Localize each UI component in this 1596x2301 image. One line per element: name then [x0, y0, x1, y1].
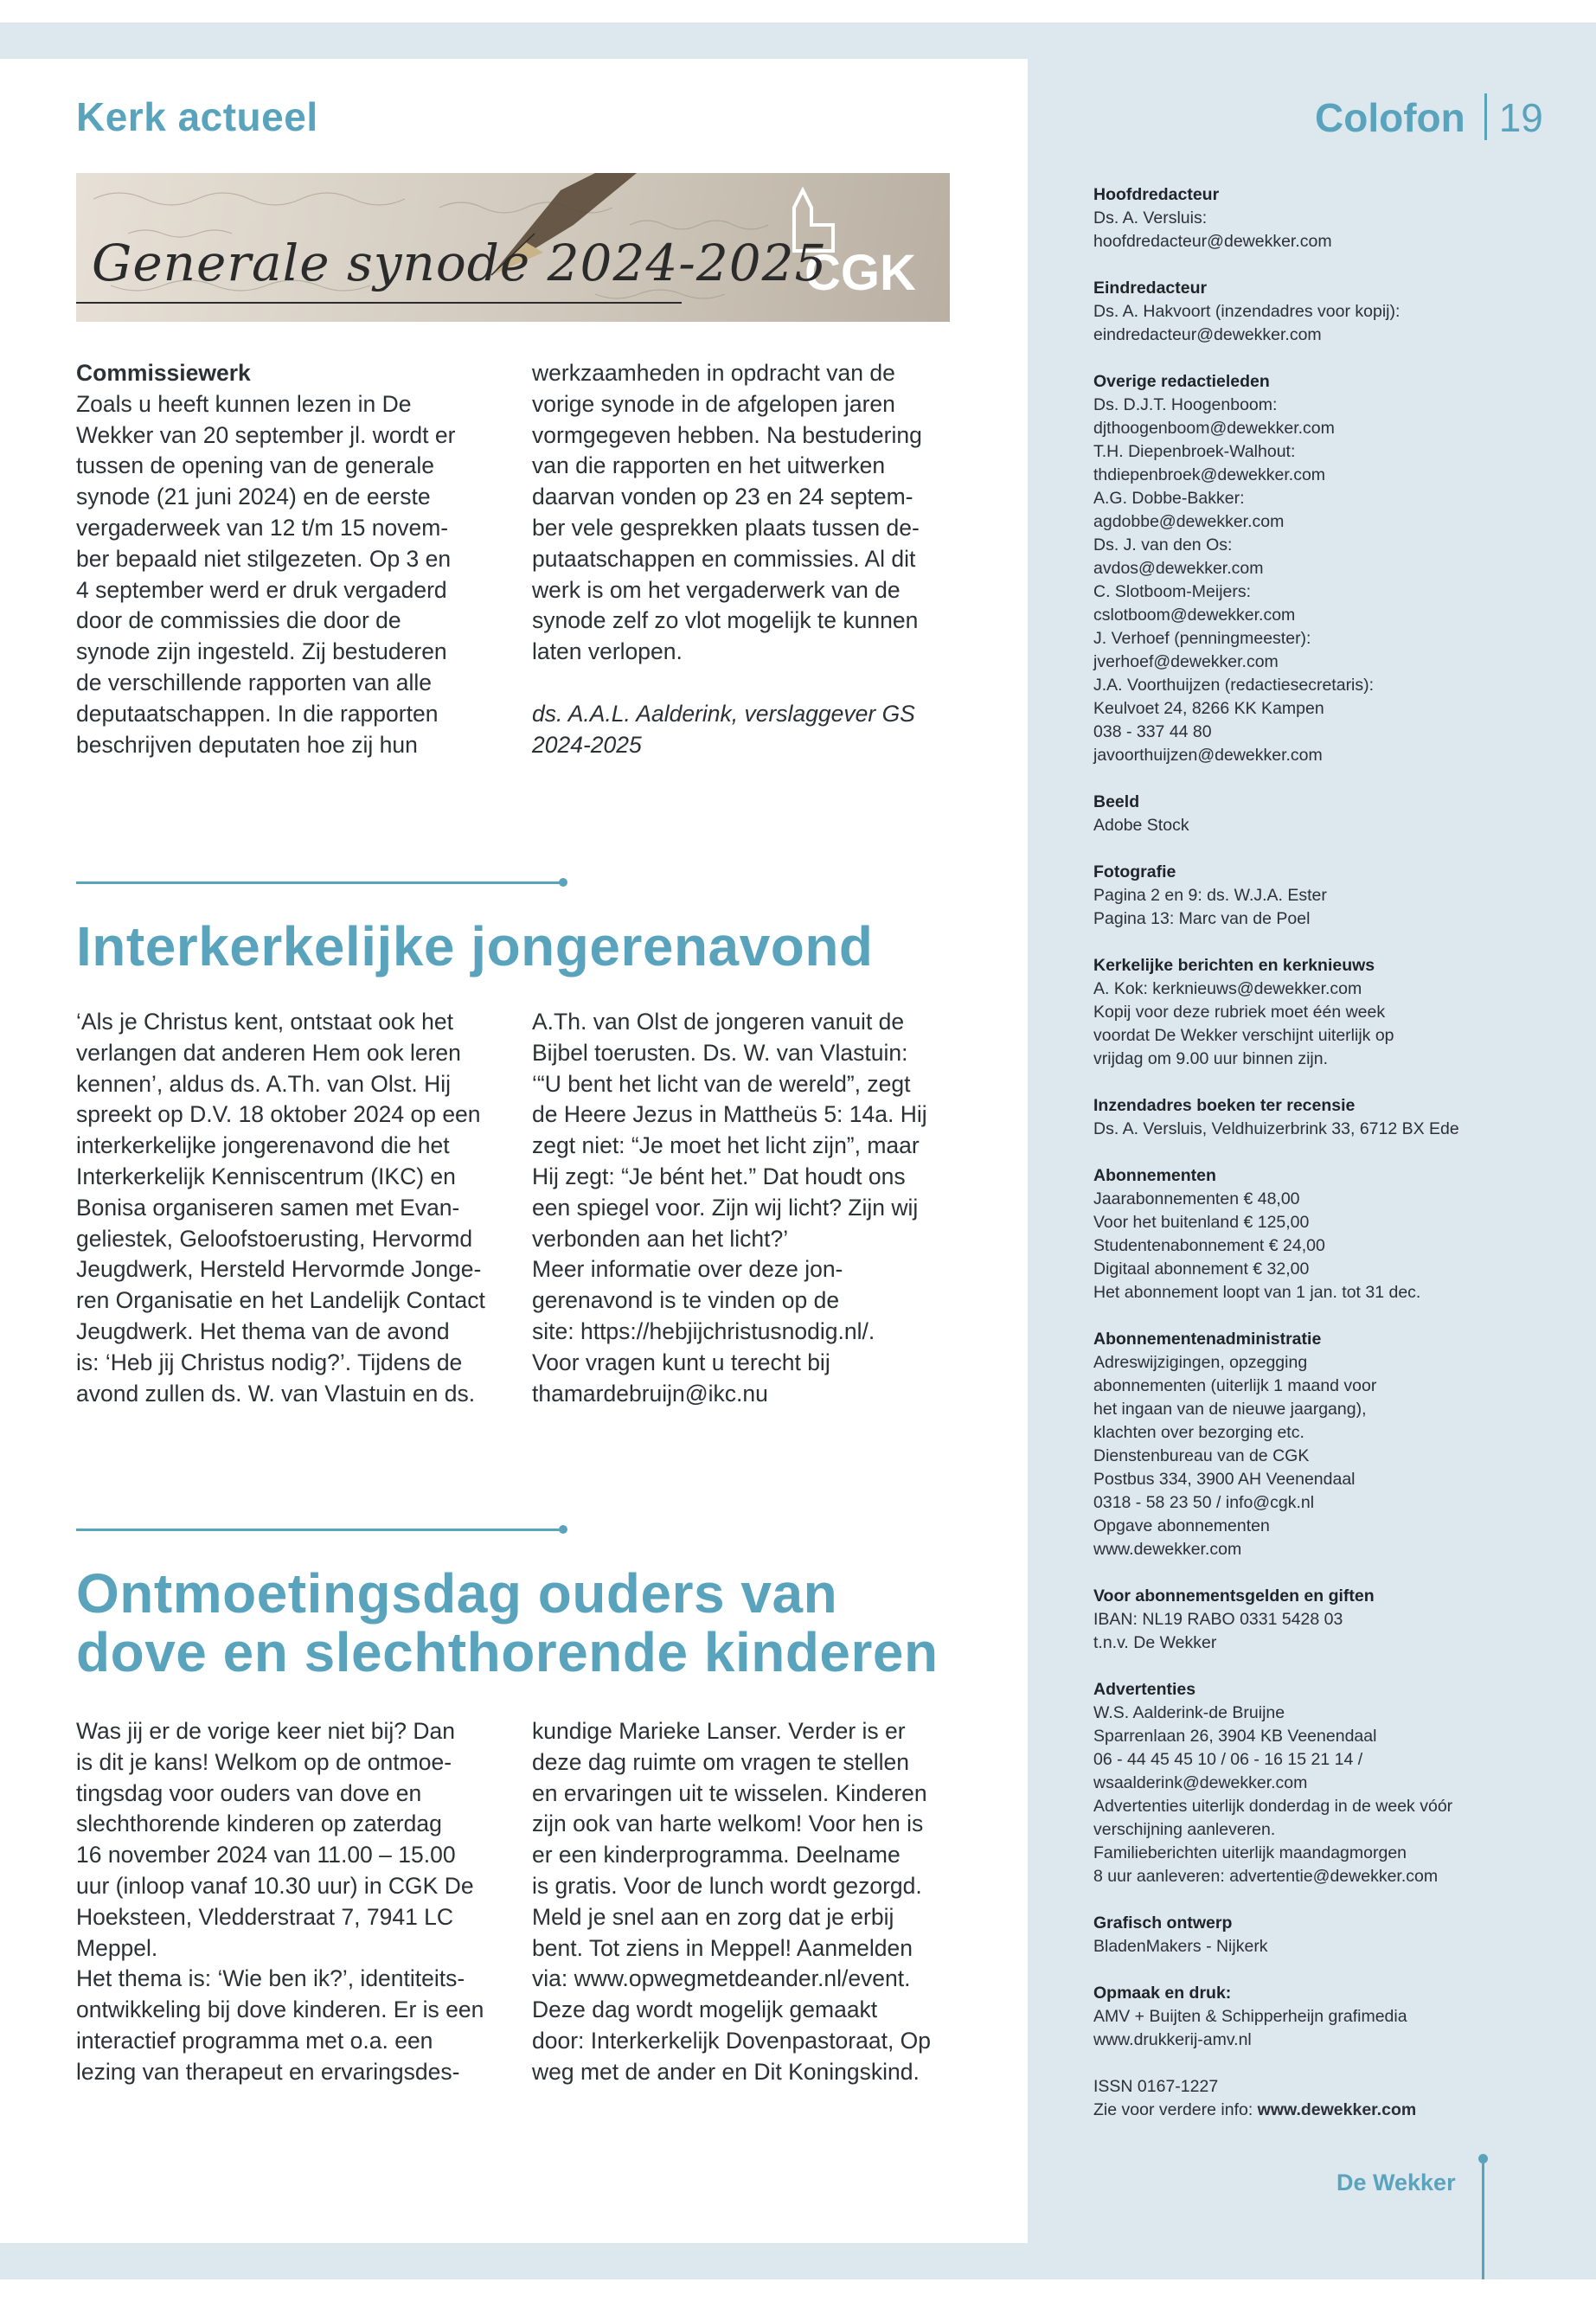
- colofon-line: Advertenties uiterlijk donderdag in de week vóór: [1093, 1797, 1453, 1816]
- text-line: kundige Marieke Lanser. Verder is er: [532, 1718, 906, 1744]
- text-line: Hoeksteen, Vledderstraat 7, 7941 LC: [76, 1903, 454, 1930]
- text-line: is: ‘Heb jij Christus nodig?’. Tijdens de: [76, 1349, 463, 1375]
- text-line: gerenavond is te vinden op de: [532, 1287, 840, 1314]
- colofon-section-title: Overige redactieleden: [1093, 372, 1270, 391]
- spacer: [532, 668, 982, 699]
- colofon-line: het ingaan van de nieuwe jaargang),: [1093, 1400, 1367, 1419]
- text-line: site: https://hebjijchristusnodig.nl/.: [532, 1317, 875, 1344]
- article3-heading: [76, 1564, 939, 1682]
- colofon-line: 0318 - 58 23 50 / info@cgk.nl: [1093, 1493, 1315, 1512]
- text-line: bent. Tot ziens in Meppel! Aanmelden: [532, 1934, 913, 1961]
- header-divider: [1484, 93, 1487, 140]
- text-line: Bonisa organiseren samen met Evan-: [76, 1194, 460, 1221]
- text-line: uur (inloop vanaf 10.30 uur) in CGK De: [76, 1872, 474, 1899]
- colofon-section: [1093, 1585, 1543, 1655]
- text-line: Zoals u heeft kunnen lezen in De: [76, 390, 412, 417]
- article3-heading-line: Ontmoetingsdag ouders van: [76, 1562, 838, 1625]
- text-line: Hij zegt: “Je bént het.” Dat houdt ons: [532, 1163, 906, 1189]
- colofon-line: Studentenabonnement € 24,00: [1093, 1236, 1325, 1255]
- colofon-section: [1093, 791, 1543, 837]
- text-line: thamardebruijn@ikc.nu: [532, 1380, 768, 1407]
- colofon-section: [1093, 1164, 1543, 1304]
- text-line: werk is om het vergaderwerk van de: [532, 576, 901, 603]
- colofon-line: thdiepenbroek@dewekker.com: [1093, 465, 1326, 484]
- text-line: verbonden aan het licht?’: [532, 1225, 789, 1252]
- colofon-line: Het abonnement loopt van 1 jan. tot 31 dec.: [1093, 1283, 1421, 1302]
- colofon-line: Familieberichten uiterlijk maandagmorgen: [1093, 1843, 1407, 1862]
- text-line: vorige synode in de afgelopen jaren: [532, 390, 895, 417]
- colofon-line: J. Verhoef (penningmeester):: [1093, 629, 1311, 648]
- text-line: ber bepaald niet stilgezeten. Op 3 en: [76, 545, 452, 572]
- text-line: zegt niet: “Je moet het licht zijn”, maar: [532, 1132, 920, 1159]
- text-line: door de commissies die door de: [76, 607, 401, 634]
- text-line: 4 september werd er druk vergaderd: [76, 576, 447, 603]
- text-line: Voor vragen kunt u terecht bij: [532, 1349, 830, 1375]
- colofon-line: Adreswijzigingen, opzegging: [1093, 1353, 1308, 1372]
- article1-signature: ds. A.A.L. Aalderink, verslaggever GS: [532, 700, 915, 727]
- website-link[interactable]: www.dewekker.com: [1257, 2100, 1417, 2119]
- text-line: via: www.opwegmetdeander.nl/event.: [532, 1965, 911, 1992]
- article3-heading-line: dove en slechthorende kinderen: [76, 1621, 939, 1683]
- more-info-prefix: Zie voor verdere info:: [1093, 2100, 1258, 2119]
- colofon-line: t.n.v. De Wekker: [1093, 1633, 1217, 1652]
- colofon-line: verschijning aanleveren.: [1093, 1820, 1276, 1839]
- article1-subheading: Commissiewerk: [76, 360, 251, 386]
- footer-brand: De Wekker: [1336, 2170, 1456, 2195]
- text-line: slechthorende kinderen op zaterdag: [76, 1811, 442, 1837]
- synode-banner: [76, 173, 950, 322]
- article2-column-right: [532, 1007, 982, 1409]
- colofon-title: Colofon: [1315, 95, 1465, 140]
- text-line: geliestek, Geloofstoerusting, Hervormd: [76, 1225, 473, 1252]
- text-line: Deze dag wordt mogelijk gemaakt: [532, 1997, 878, 2023]
- text-line: Meld je snel aan en zorg dat je erbij: [532, 1903, 894, 1930]
- colofon-line: A. Kok: kerknieuws@dewekker.com: [1093, 979, 1362, 998]
- text-line: daarvan vonden op 23 en 24 septem-: [532, 484, 913, 510]
- colofon-section: [1093, 277, 1543, 347]
- top-margin: [0, 0, 1596, 22]
- text-line: synode (21 juni 2024) en de eerste: [76, 484, 431, 510]
- colofon-line: W.S. Aalderink-de Bruijne: [1093, 1703, 1285, 1722]
- colofon-section: [1093, 1982, 1543, 2052]
- colofon-line: Ds. A. Versluis, Veldhuizerbrink 33, 6712 BX Ede: [1093, 1119, 1459, 1138]
- article2-heading: Interkerkelijke jongerenavond: [76, 915, 874, 977]
- colofon-section-title: Grafisch ontwerp: [1093, 1913, 1233, 1932]
- text-line: putaatschappen en commissies. Al dit: [532, 545, 916, 572]
- text-line: beschrijven deputaten hoe zij hun: [76, 731, 418, 758]
- colofon-section: [1093, 183, 1543, 253]
- colofon-line: AMV + Buijten & Schipperheijn grafimedia: [1093, 2007, 1407, 2026]
- text-line: vergaderweek van 12 t/m 15 novem-: [76, 514, 449, 541]
- colofon-section-title: Abonnementen: [1093, 1166, 1216, 1185]
- colofon-line: cslotboom@dewekker.com: [1093, 606, 1296, 625]
- colofon-section: [1093, 861, 1543, 931]
- colofon-line: Ds. A. Versluis:: [1093, 208, 1208, 228]
- text-line: is gratis. Voor de lunch wordt gezorgd.: [532, 1872, 922, 1899]
- bottom-margin: [0, 2279, 1596, 2301]
- colofon-line: Ds. J. van den Os:: [1093, 535, 1233, 554]
- text-line: van die rapporten en het uitwerken: [532, 452, 886, 479]
- banner-title: Generale synode 2024-2025: [92, 234, 828, 292]
- text-line: en ervaringen uit te wisselen. Kinderen: [532, 1779, 927, 1806]
- colofon-section: [1093, 1094, 1543, 1141]
- text-line: vormgegeven hebben. Na bestudering: [532, 421, 922, 448]
- colofon-line: www.dewekker.com: [1093, 1540, 1242, 1559]
- colofon-line: jverhoef@dewekker.com: [1093, 652, 1279, 671]
- article2-column-left: [76, 1007, 526, 1409]
- text-line: synode zijn ingesteld. Zij bestuderen: [76, 638, 447, 665]
- cgk-logo-text: CGK: [804, 245, 916, 301]
- text-line: werkzaamheden in opdracht van de: [532, 360, 895, 386]
- text-line: lezing van therapeut en ervaringsdes-: [76, 2058, 460, 2085]
- text-line: de Heere Jezus in Mattheüs 5: 14a. Hij: [532, 1101, 927, 1128]
- colofon-line: J.A. Voorthuijzen (redactiesecretaris):: [1093, 676, 1375, 695]
- colofon-line: javoorthuijzen@dewekker.com: [1093, 746, 1323, 765]
- colofon-section: [1093, 1328, 1543, 1561]
- text-line: Meer informatie over deze jon-: [532, 1256, 843, 1283]
- text-line: Was jij er de vorige keer niet bij? Dan: [76, 1718, 455, 1744]
- colofon-section: [1093, 370, 1543, 767]
- article1-column-right: [532, 358, 982, 760]
- text-line: 16 november 2024 van 11.00 – 15.00: [76, 1842, 456, 1868]
- colofon-line: djthoogenboom@dewekker.com: [1093, 419, 1335, 438]
- colofon-list: [1093, 183, 1543, 2122]
- colofon-line: abonnementen (uiterlijk 1 maand voor: [1093, 1376, 1377, 1395]
- text-line: Jeugdwerk. Het thema van de avond: [76, 1317, 450, 1344]
- colofon-line: hoofdredacteur@dewekker.com: [1093, 232, 1332, 251]
- colofon-line: BladenMakers - Nijkerk: [1093, 1937, 1268, 1956]
- text-line: deputaatschappen. In die rapporten: [76, 700, 439, 727]
- colofon-section-title: Voor abonnementsgelden en giften: [1093, 1586, 1375, 1606]
- text-line: ren Organisatie en het Landelijk Contact: [76, 1287, 485, 1314]
- text-line: interactief programma met o.a. een: [76, 2027, 433, 2054]
- colofon-line: voordat De Wekker verschijnt uiterlijk op: [1093, 1026, 1394, 1045]
- colofon-line: Postbus 334, 3900 AH Veenendaal: [1093, 1470, 1356, 1489]
- colofon-line: Voor het buitenland € 125,00: [1093, 1213, 1310, 1232]
- colofon-line: IBAN: NL19 RABO 0331 5428 03: [1093, 1610, 1343, 1629]
- colofon-line: C. Slotboom-Meijers:: [1093, 582, 1252, 601]
- text-line: is dit je kans! Welkom op de ontmoe-: [76, 1748, 452, 1775]
- colofon-line: wsaalderink@dewekker.com: [1093, 1773, 1308, 1792]
- colofon-line: vrijdag om 9.00 uur binnen zijn.: [1093, 1049, 1328, 1068]
- colofon-line: klachten over bezorging etc.: [1093, 1423, 1304, 1442]
- section-label: Kerk actueel: [76, 94, 318, 139]
- section-divider: [76, 1529, 564, 1531]
- colofon-line: Ds. D.J.T. Hoogenboom:: [1093, 395, 1278, 414]
- page-number: 19: [1498, 95, 1543, 140]
- colofon-line: Pagina 13: Marc van de Poel: [1093, 909, 1311, 928]
- colofon-line: www.drukkerij-amv.nl: [1093, 2030, 1252, 2049]
- text-line: avond zullen ds. W. van Vlastuin en ds.: [76, 1380, 476, 1407]
- colofon-section-title: Advertenties: [1093, 1680, 1196, 1699]
- text-line: interkerkelijke jongerenavond die het: [76, 1132, 450, 1159]
- more-info: [1093, 2099, 1543, 2122]
- colofon-line: Adobe Stock: [1093, 816, 1189, 835]
- article1-column-left: [76, 358, 526, 760]
- text-line: Wekker van 20 september jl. wordt er: [76, 421, 456, 448]
- colofon-line: eindredacteur@dewekker.com: [1093, 325, 1322, 344]
- text-line: deze dag ruimte om vragen te stellen: [532, 1748, 910, 1775]
- colofon-line: Digitaal abonnement € 32,00: [1093, 1259, 1310, 1279]
- text-line: Het thema is: ‘Wie ben ik?’, identiteits-: [76, 1965, 465, 1992]
- text-line: Jeugdwerk, Hersteld Hervormde Jonge-: [76, 1256, 482, 1283]
- text-line: de verschillende rapporten van alle: [76, 669, 433, 695]
- colofon-header: [1315, 93, 1543, 145]
- colofon-section: [1093, 1912, 1543, 1958]
- colofon-section-title: Eindredacteur: [1093, 279, 1208, 298]
- text-line: kennen’, aldus ds. A.Th. van Olst. Hij: [76, 1070, 452, 1097]
- colofon-section-title: Hoofdredacteur: [1093, 185, 1220, 204]
- article3-column-right: [532, 1716, 982, 2088]
- colofon-section-title: Abonnementenadministratie: [1093, 1330, 1322, 1349]
- text-line: zijn ook van harte welkom! Voor hen is: [532, 1811, 924, 1837]
- article3-column-left: [76, 1716, 526, 2088]
- article1-signature: 2024-2025: [532, 731, 642, 758]
- colofon-section: [1093, 1678, 1543, 1888]
- text-line: tingsdag voor ouders van dove en: [76, 1779, 422, 1806]
- colofon-section-title: Opmaak en druk:: [1093, 1984, 1232, 2003]
- colofon-section-title: Beeld: [1093, 792, 1140, 811]
- text-line: ber vele gesprekken plaats tussen de-: [532, 514, 920, 541]
- colofon-line: Kopij voor deze rubriek moet één week: [1093, 1003, 1386, 1022]
- colofon-line: Jaarabonnementen € 48,00: [1093, 1189, 1300, 1208]
- text-line: Bijbel toerusten. Ds. W. van Vlastuin:: [532, 1039, 908, 1066]
- colofon-line: Pagina 2 en 9: ds. W.J.A. Ester: [1093, 886, 1327, 905]
- colofon-line: Keulvoet 24, 8266 KK Kampen: [1093, 699, 1324, 718]
- colofon-line: 06 - 44 45 45 10 / 06 - 16 15 21 14 /: [1093, 1750, 1363, 1769]
- colofon-section-title: Inzendadres boeken ter recensie: [1093, 1096, 1356, 1115]
- colofon-line: 8 uur aanleveren: advertentie@dewekker.com: [1093, 1867, 1439, 1886]
- text-line: ‘“U bent het licht van de wereld”, zegt: [532, 1070, 911, 1097]
- colofon-section: [1093, 954, 1543, 1071]
- text-line: A.Th. van Olst de jongeren vanuit de: [532, 1009, 905, 1035]
- text-line: weg met de ander en Dit Koningskind.: [532, 2058, 920, 2085]
- text-line: Meppel.: [76, 1934, 158, 1961]
- colofon-issn-block: [1093, 2075, 1543, 2122]
- text-line: een spiegel voor. Zijn wij licht? Zijn wij: [532, 1194, 919, 1221]
- text-line: verlangen dat anderen Hem ook leren: [76, 1039, 461, 1066]
- text-line: tussen de opening van de generale: [76, 452, 435, 479]
- colofon-line: Ds. A. Hakvoort (inzendadres voor kopij):: [1093, 302, 1401, 321]
- colofon-line: T.H. Diepenbroek-Walhout:: [1093, 442, 1296, 461]
- colofon-section-title: Fotografie: [1093, 862, 1176, 881]
- colofon-line: Sparrenlaan 26, 3904 KB Veenendaal: [1093, 1727, 1377, 1746]
- issn: ISSN 0167-1227: [1093, 2077, 1219, 2096]
- text-line: door: Interkerkelijk Dovenpastoraat, Op: [532, 2027, 932, 2054]
- colofon-section-title: Kerkelijke berichten en kerknieuws: [1093, 956, 1375, 975]
- colofon-line: A.G. Dobbe-Bakker:: [1093, 489, 1245, 508]
- text-line: spreekt op D.V. 18 oktober 2024 op een: [76, 1101, 481, 1128]
- text-line: er een kinderprogramma. Deelname: [532, 1842, 901, 1868]
- text-line: ontwikkeling bij dove kinderen. Er is een: [76, 1997, 484, 2023]
- colofon-line: Dienstenbureau van de CGK: [1093, 1446, 1310, 1465]
- text-line: ‘Als je Christus kent, ontstaat ook het: [76, 1009, 453, 1035]
- colofon-line: 038 - 337 44 80: [1093, 722, 1212, 741]
- text-line: Interkerkelijk Kenniscentrum (IKC) en: [76, 1163, 456, 1189]
- footer-accent-line: [1482, 2157, 1484, 2279]
- text-line: synode zelf zo vlot mogelijk te kunnen: [532, 607, 919, 634]
- colofon-line: agdobbe@dewekker.com: [1093, 512, 1285, 531]
- section-divider: [76, 881, 564, 884]
- colofon-line: Opgave abonnementen: [1093, 1516, 1270, 1535]
- colofon-line: avdos@dewekker.com: [1093, 559, 1264, 578]
- text-line: laten verlopen.: [532, 638, 683, 665]
